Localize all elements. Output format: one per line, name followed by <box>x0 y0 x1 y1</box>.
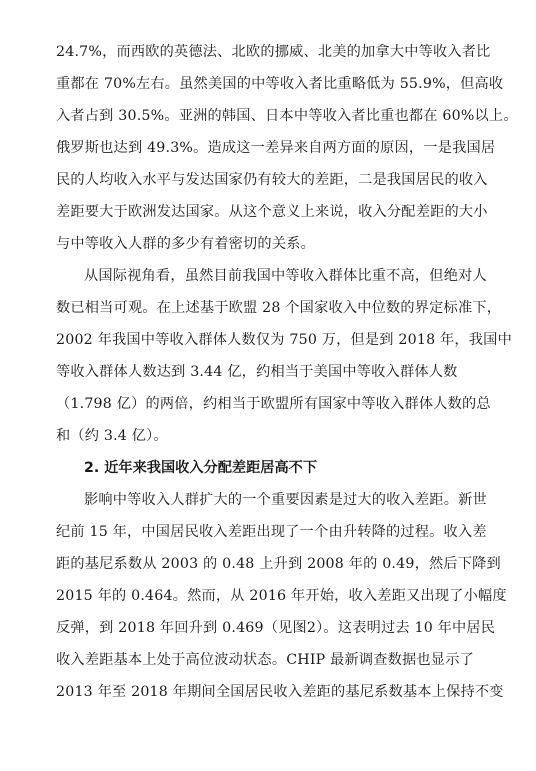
text-line: 数已相当可观。在上述基于欧盟 28 个国家收入中位数的界定标准下， <box>56 300 502 316</box>
paragraph-international-comparison <box>56 36 518 260</box>
text-line: 俄罗斯也达到 49.3%。造成这一差异来自两方面的原因，一是我国居 <box>56 140 496 156</box>
section-heading-block <box>56 452 480 484</box>
text-line: 从国际视角看，虽然目前我国中等收入群体比重不高，但绝对人 <box>84 268 487 284</box>
text-line: 距的基尼系数从 2003 的 0.48 上升到 2008 年的 0.49，然后下降到 <box>56 556 501 572</box>
text-line: 收入差距基本上处于高位波动状态。CHIP 最新调查数据也显示了 <box>56 652 474 668</box>
text-line: 2002 年我国中等收入群体人数仅为 750 万，但是到 2018 年，我国中 <box>56 332 512 348</box>
text-line: 和（约 3.4 亿）。 <box>56 428 168 444</box>
text-line: 2013 年至 2018 年期间全国居民收入差距的基尼系数基本上保持不变 <box>56 684 504 700</box>
text-line: 与中等收入人群的多少有着密切的关系。 <box>56 236 315 252</box>
text-line: 反弹，到 2018 年回升到 0.469（见图2）。这表明过去 10 年中居民 <box>56 620 496 636</box>
paragraph-absolute-size <box>56 260 512 452</box>
text-line: 民的人均收入水平与发达国家仍有较大的差距，二是我国居民的收入 <box>56 172 488 188</box>
section-heading: 2. 近年来我国收入分配差距居高不下 <box>84 460 318 476</box>
paragraph-income-gap <box>56 484 507 708</box>
text-line: 影响中等收入人群扩大的一个重要因素是过大的收入差距。新世 <box>84 492 487 508</box>
text-line: 差距要大于欧洲发达国家。从这个意义上来说，收入分配差距的大小 <box>56 204 488 220</box>
text-line: 等收入群体人数达到 3.44 亿，约相当于美国中等收入群体人数 <box>56 364 458 380</box>
text-line: 重都在 70%左右。虽然美国的中等收入者比重略低为 55.9%，但高收 <box>56 76 504 92</box>
text-line: 纪前 15 年，中国居民收入差距出现了一个由升转降的过程。收入差 <box>56 524 487 540</box>
text-line: （1.798 亿）的两倍，约相当于欧盟所有国家中等收入群体人数的总 <box>56 396 491 412</box>
text-line: 入者占到 30.5%。亚洲的韩国、日本中等收入者比重也都在 60%以上。 <box>56 108 518 124</box>
text-line: 24.7%，而西欧的英德法、北欧的挪威、北美的加拿大中等收入者比 <box>56 44 491 60</box>
text-line: 2015 年的 0.464。然而，从 2016 年开始，收入差距又出现了小幅度 <box>56 588 507 604</box>
